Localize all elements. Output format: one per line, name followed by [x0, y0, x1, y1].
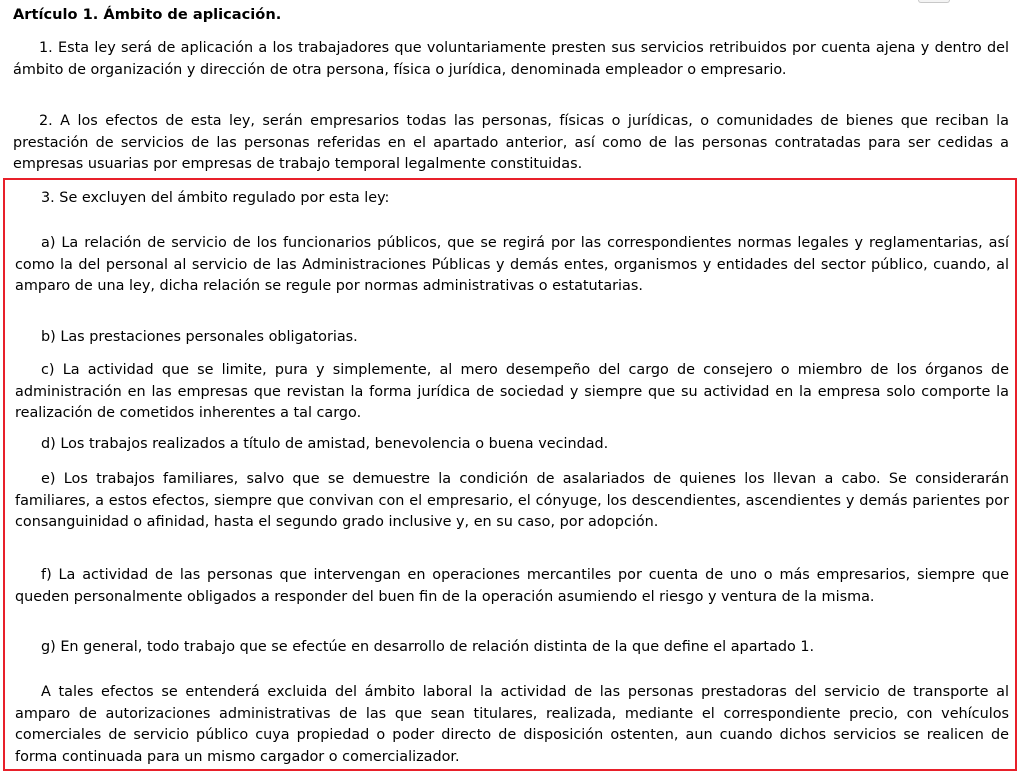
exclusion-item-b: b) Las prestaciones personales obligatorias.	[41, 329, 358, 345]
exclusion-item-a: a) La relación de servicio de los funcionarios públicos, que se regirá por las correspondientes normas legales y reglamentarias, así como la del personal al servicio de las Administraciones Públicas y demás entes, organismos y entidades del sector público, cuando, al amparo de una ley, dicha relación se regule por normas administrativas o estatutarias.	[15, 235, 1009, 294]
exclusion-item-e: e) Los trabajos familiares, salvo que se demuestre la condición de asalariados de quienes los llevan a cabo. Se considerarán familiares, a estos efectos, siempre que convivan con el empresario, el cónyuge, los descendientes, ascendientes y demás parientes por consanguinidad o afinidad, hasta el segundo grado inclusive y, en su caso, por adopción.	[15, 471, 1009, 530]
paragraph-1: 1. Esta ley será de aplicación a los trabajadores que voluntariamente presten sus servicios retribuidos por cuenta ajena y dentro del ámbito de organización y dirección de otra persona, física o jurídica, denominada empleador o empresario.	[13, 40, 1009, 78]
exclusion-item-c: c) La actividad que se limite, pura y simplemente, al mero desempeño del cargo de consejero o miembro de los órganos de administración en las empresas que revistan la forma jurídica de sociedad y siempre que su actividad en la empresa solo comporte la realización de cometidos inherentes a tal cargo.	[15, 362, 1009, 421]
paragraph-2: 2. A los efectos de esta ley, serán empresarios todas las personas, físicas o jurídicas, o comunidades de bienes que reciban la prestación de servicios de las personas referidas en el apartado anterior, así como de las personas contratadas para ser cedidas a empresas usuarias por empresas de trabajo temporal legalmente constituidas.	[13, 113, 1009, 172]
exclusion-item-d: d) Los trabajos realizados a título de amistad, benevolencia o buena vecindad.	[41, 436, 609, 452]
scroll-top-widget[interactable]	[918, 0, 950, 3]
exclusion-item-g: g) En general, todo trabajo que se efectúe en desarrollo de relación distinta de la que define el apartado 1.	[41, 639, 815, 655]
article-title: Artículo 1. Ámbito de aplicación.	[13, 6, 282, 23]
highlighted-exclusions-box	[3, 178, 1017, 771]
exclusions-closing: A tales efectos se entenderá excluida del ámbito laboral la actividad de las personas prestadoras del servicio de transporte al amparo de autorizaciones administrativas de las que sean titulares, realizada, mediante el correspondiente precio, con vehículos comerciales de servicio público cuya propiedad o poder directo de disposición ostenten, aun cuando dichos servicios se realicen de forma continuada para un mismo cargador o comercializador.	[15, 684, 1009, 765]
exclusion-item-f: f) La actividad de las personas que intervengan en operaciones mercantiles por cuenta de uno o más empresarios, siempre que queden personalmente obligados a responder del buen fin de la operación asumiendo el riesgo y ventura de la misma.	[15, 567, 1009, 605]
exclusions-intro: 3. Se excluyen del ámbito regulado por esta ley:	[41, 190, 390, 206]
